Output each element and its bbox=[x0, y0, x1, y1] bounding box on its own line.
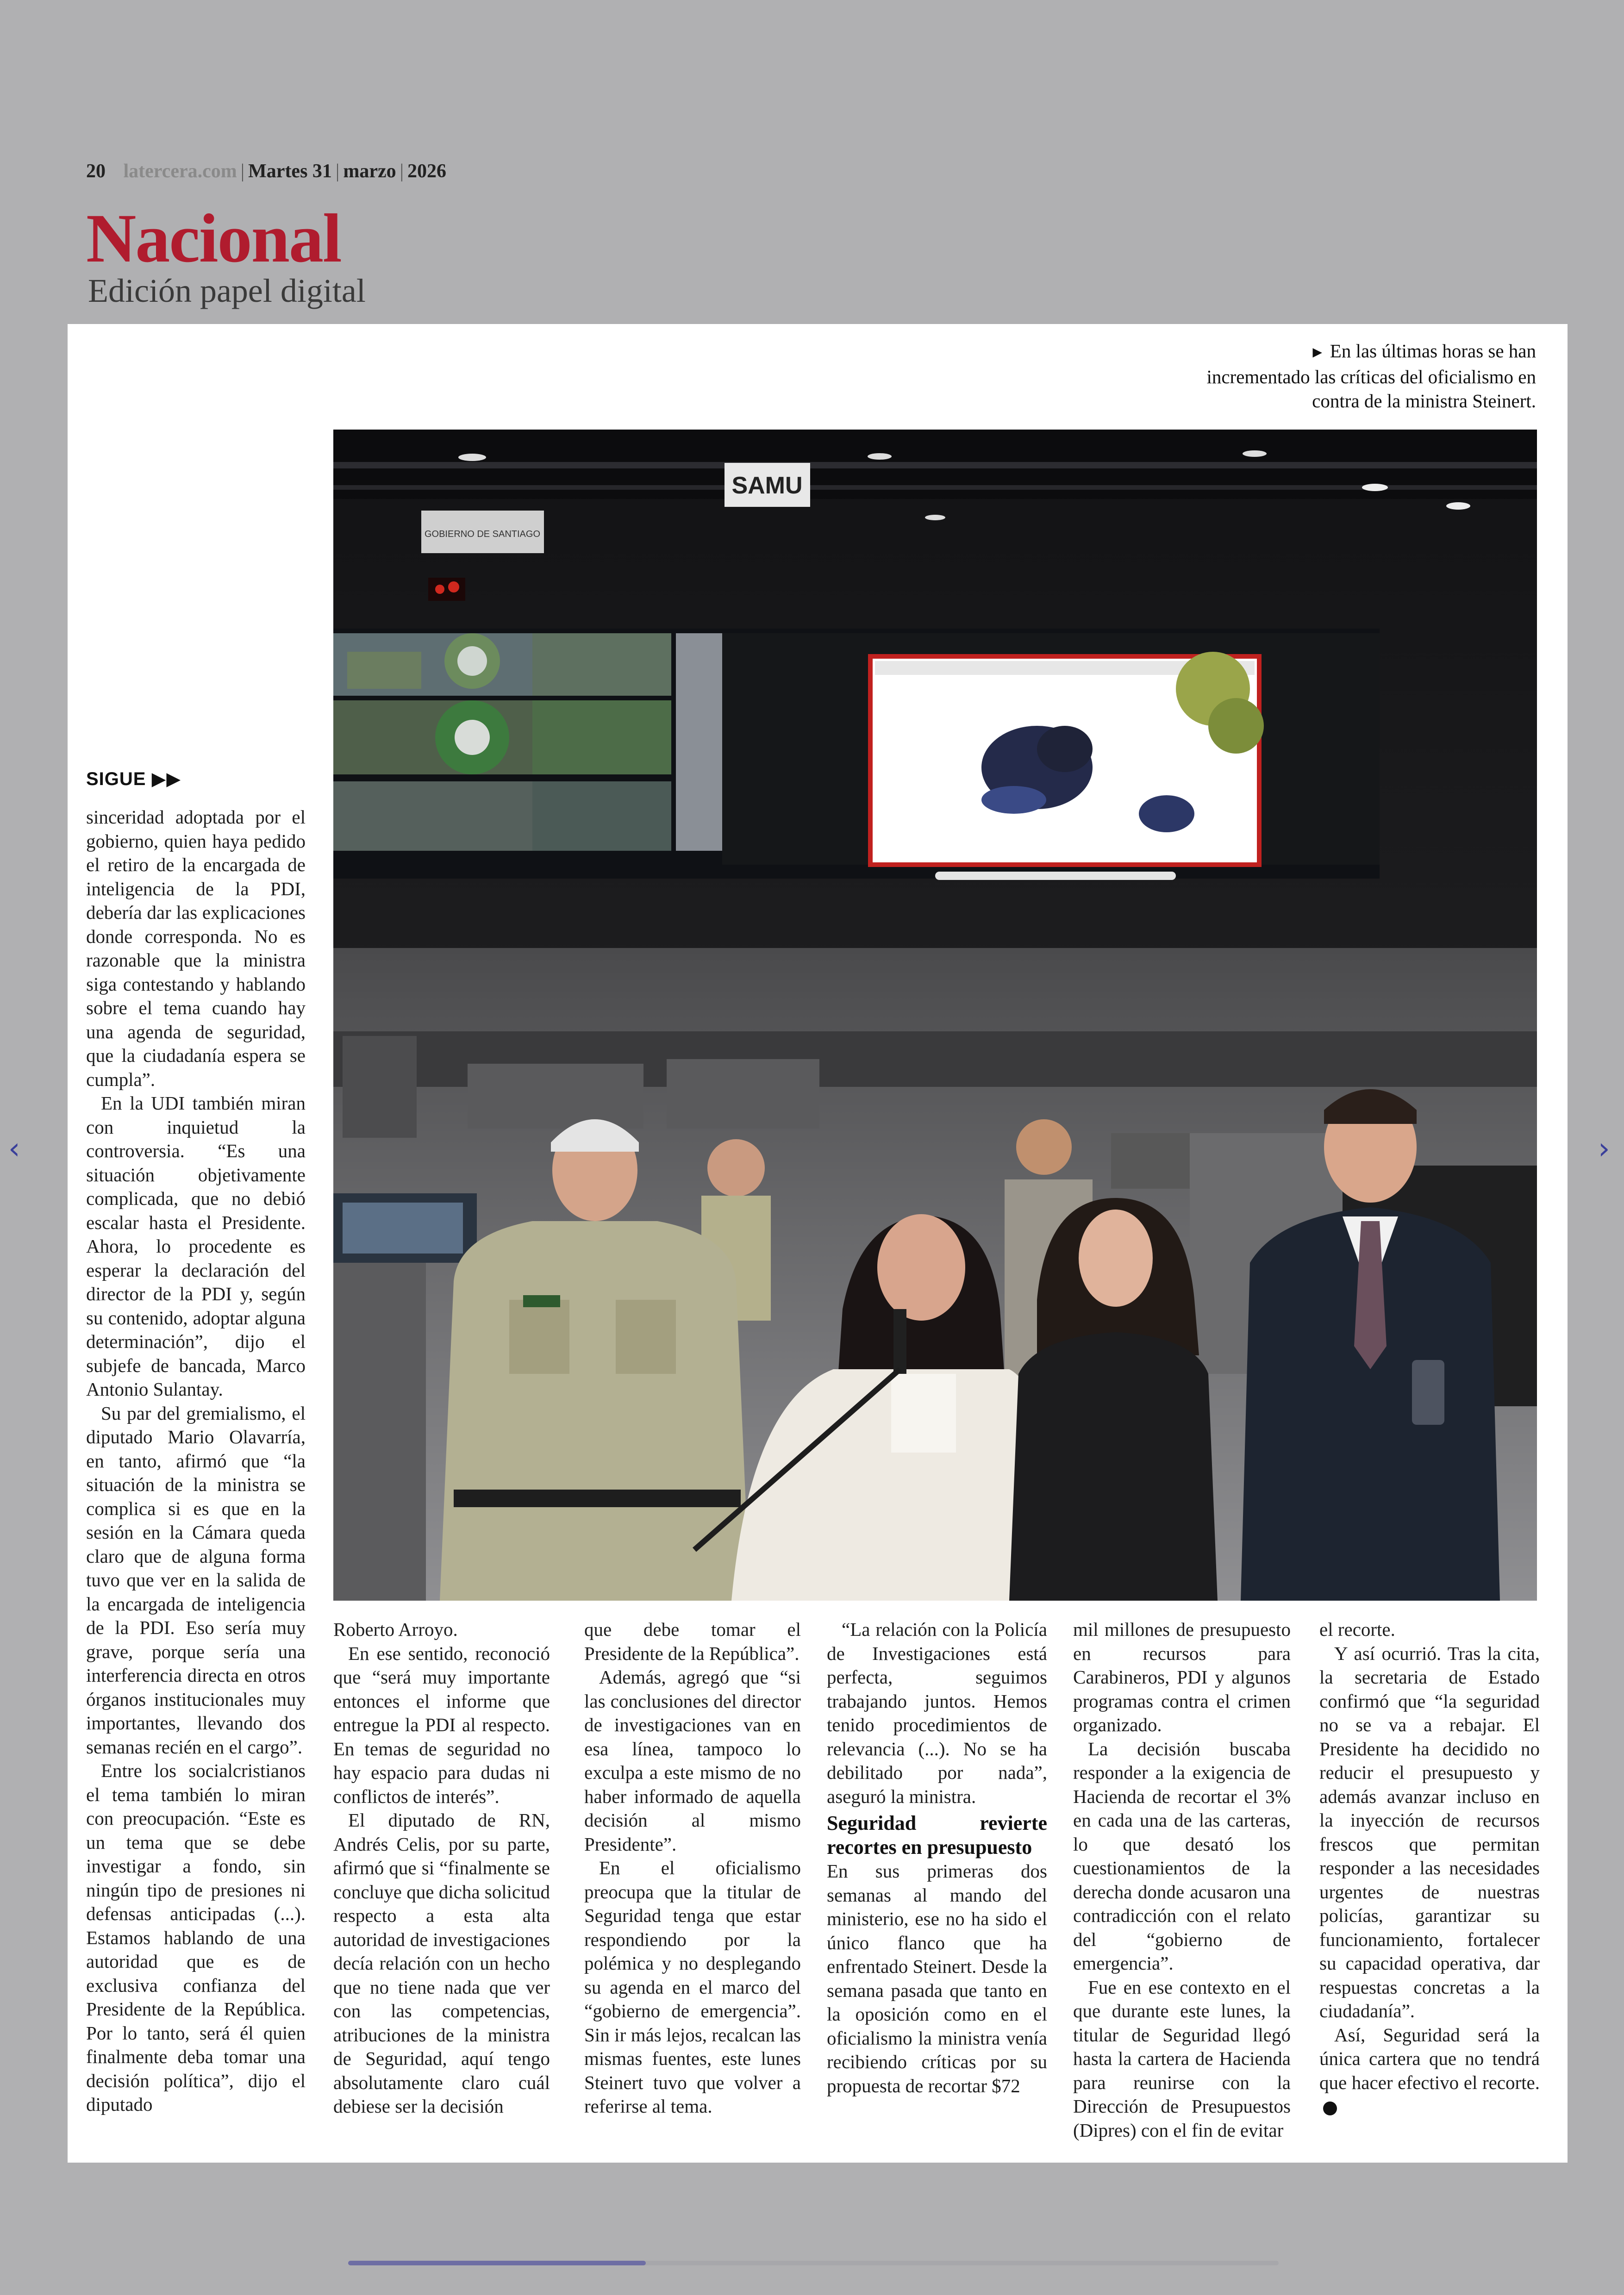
news-photo bbox=[333, 430, 1537, 1601]
paragraph: mil millones de presupuesto en recursos para Carabineros, PDI y algunos programas contra el crimen organizado. bbox=[1073, 1619, 1291, 1735]
subheading: Seguridad revierte recortes en presupuesto bbox=[827, 1812, 1047, 1858]
article-column-2 bbox=[333, 1618, 550, 2119]
paragraph: El diputado de RN, Andrés Celis, por su parte, afirmó que si “finalmente se concluye que dicha solicitud respecto a esta alta autoridad de investigaciones decía relación con un hecho que no tiene nada que ver con las competencias, atribuciones de la ministra de Seguridad, aquí tengo absolutamente claro cuál debiese ser la decisión bbox=[333, 1809, 550, 2117]
sigue-label: SIGUE bbox=[86, 769, 146, 789]
paragraph: En el oficialismo preocupa que la titular de Seguridad tenga que estar respondiendo por la polémica y no desplegando su agenda en el marco del “gobierno de emergencia”. Sin ir más lejos, recalcan las mismas fuentes, este lunes Steinert tuvo que volver a referirse al tema. bbox=[584, 1857, 801, 2117]
photo-caption-text: En las últimas horas se han incrementado las críticas del oficialismo en contra de la ministra Steinert. bbox=[1206, 340, 1536, 412]
paragraph: “La relación con la Policía de Investigaciones está perfecta, seguimos trabajando juntos. Hemos tenido procedimientos de relevancia (...). No se ha debilitado por nada”, aseguró la ministra. bbox=[827, 1619, 1047, 1807]
paragraph: sinceridad adoptada por el gobierno, quien haya pedido el retiro de la encargada de inteligencia de la PDI, debería dar las explicaciones donde corresponda. No es razonable que la ministra siga contestando y hablando sobre el tema cuando hay una agenda de seguridad, que la ciudadanía espera se cumpla”. bbox=[86, 806, 306, 1090]
paragraph: Entre los socialcristianos el tema también lo miran con preocupación. “Este es un tema que se debe investigar a fondo, sin ningún tipo de presiones ni defensas anticipadas (...). Estamos hablando de una autoridad que es de exclusiva confianza del Presidente de la República. Por lo tanto, será él quien finalmente deba tomar una decisión política”, dijo el diputado bbox=[86, 1760, 306, 2115]
paragraph: que debe tomar el Presidente de la República”. bbox=[584, 1619, 801, 1664]
photo-caption bbox=[1203, 339, 1536, 413]
paragraph: En sus primeras dos semanas al mando del ministerio, ese no ha sido el único flanco que ha enfrentado Steinert. Desde la semana pasada que tanto en la oposición como en el oficialismo la ministra venía recibiendo críticas por su propuesta de recortar $72 bbox=[827, 1860, 1047, 2096]
masthead-line: 20 latercera.com | Martes 31 | marzo | 2026 bbox=[86, 161, 447, 182]
paragraph: Y así ocurrió. Tras la cita, la secretaria de Estado confirmó que “la seguridad no se va a rebajar. El Presidente ha decidido no reducir el presupuesto y además avanzar incluso en la inyección de recursos frescos que permitan responder a las necesidades urgentes de nuestras policías, garantizar su funcionamiento, fortalecer su capacidad operativa, dar respuestas concretas a la ciudadanía”. bbox=[1319, 1642, 1540, 2021]
section-title: Nacional bbox=[86, 200, 341, 277]
paragraph: Su par del gremialismo, el diputado Mario Olavarría, en tanto, afirmó que “la situación de la ministra se complica si es que en la sesión en la Cámara queda claro que de alguna forma tuvo que ver en la salida de la encargada de inteligencia de la PDI. Eso sería muy grave, porque sería una interferencia directa en otros órganos institucionales muy importantes, llevando dos semanas recién en el cargo”. bbox=[86, 1402, 306, 1758]
page-number: 20 bbox=[86, 161, 106, 182]
closing-sentence: Así, Seguridad será la única cartera que no tendrá que hacer efectivo el recorte. bbox=[1319, 2024, 1540, 2093]
next-page-arrow-icon[interactable]: › bbox=[1598, 1132, 1610, 1166]
newspaper-page bbox=[68, 324, 1568, 2163]
site-name: latercera.com bbox=[123, 161, 237, 182]
date-year: 2026 bbox=[407, 161, 447, 182]
page-progress-fill bbox=[348, 2261, 646, 2265]
date-month: marzo bbox=[343, 161, 396, 182]
article-column-5 bbox=[1073, 1618, 1291, 2142]
double-arrow-icon: ▶▶ bbox=[151, 769, 181, 789]
end-mark-icon bbox=[1323, 2102, 1337, 2115]
samu-sign: SAMU bbox=[731, 472, 803, 499]
caption-triangle-icon: ► bbox=[1309, 344, 1325, 361]
paragraph bbox=[1319, 2023, 1540, 2119]
date-day: Martes 31 bbox=[248, 161, 332, 182]
paragraph: Además, agregó que “si las conclusiones del director de investigaciones van en esa línea, tampoco lo exculpa a este mismo de no haber informado de aquella decisión al mismo Presidente”. bbox=[584, 1666, 801, 1855]
article-column-4 bbox=[827, 1618, 1047, 2098]
paragraph: Fue en ese contexto en el que durante este lunes, la titular de Seguridad llegó hasta la cartera de Hacienda para reunirse con la Dirección de Presupuestos (Dipres) con el fin de evitar bbox=[1073, 1976, 1291, 2141]
previous-page-arrow-icon[interactable]: ‹ bbox=[8, 1132, 20, 1166]
edition-subtitle: Edición papel digital bbox=[88, 272, 366, 309]
paragraph: Roberto Arroyo. bbox=[333, 1619, 458, 1640]
paragraph: el recorte. bbox=[1319, 1619, 1395, 1640]
continued-marker bbox=[86, 768, 181, 790]
article-column-1 bbox=[86, 805, 306, 2117]
article-column-3 bbox=[584, 1618, 801, 2119]
paragraph: En la UDI también miran con inquietud la controversia. “Es una situación objetivamente complicada, que no debió escalar hasta el Presidente. Ahora, lo procedente es esperar la declaración del director de la PDI y, según su contenido, adoptar alguna determinación”, dijo el subjefe de bancada, Marco Antonio Sulantay. bbox=[86, 1092, 306, 1400]
article-column-6 bbox=[1319, 1618, 1540, 2119]
paragraph: En ese sentido, reconoció que “será muy importante entonces el informe que entregue la PDI al respecto. En temas de seguridad no hay espacio para dudas ni conflictos de interés”. bbox=[333, 1642, 550, 1807]
gobierno-sign: GOBIERNO DE SANTIAGO bbox=[424, 529, 541, 539]
paragraph: La decisión buscaba responder a la exigencia de Hacienda de recortar el 3% en cada una de las carteras, lo que desató los cuestionamientos de la derecha donde acusaron una contradicción con el relato del “gobierno de emergencia”. bbox=[1073, 1738, 1291, 1974]
photo-illustration bbox=[333, 430, 1537, 1601]
page-progress-bar[interactable] bbox=[348, 2261, 1279, 2265]
